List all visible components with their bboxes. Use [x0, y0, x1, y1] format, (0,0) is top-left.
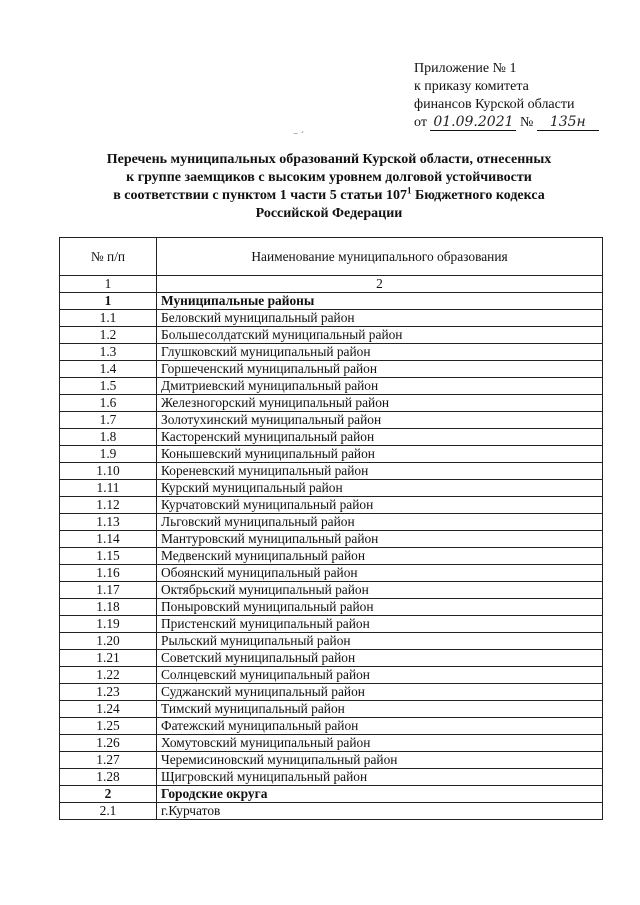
table-row [60, 446, 603, 463]
annex-date-number [414, 114, 614, 132]
row-number: 1.13 [60, 514, 157, 531]
row-number: 1.22 [60, 667, 157, 684]
section-row [60, 293, 603, 310]
table-row [60, 531, 603, 548]
title-line-3-post: Бюджетного кодекса [411, 188, 545, 203]
table-row [60, 616, 603, 633]
row-number: 1.28 [60, 769, 157, 786]
table-row [60, 480, 603, 497]
header-name: Наименование муниципального образования [157, 238, 603, 276]
row-number: 1.15 [60, 548, 157, 565]
municipality-name: Кореневский муниципальный район [157, 463, 603, 480]
municipality-name: Глушковский муниципальный район [157, 344, 603, 361]
row-number: 1.7 [60, 412, 157, 429]
table-row [60, 497, 603, 514]
row-number: 1.23 [60, 684, 157, 701]
table-row [60, 378, 603, 395]
municipality-name: Мантуровский муниципальный район [157, 531, 603, 548]
handwritten-number: 135н [537, 114, 599, 131]
table-row [60, 395, 603, 412]
municipality-name: Черемисиновский муниципальный район [157, 752, 603, 769]
table-row [60, 769, 603, 786]
row-number: 1.18 [60, 599, 157, 616]
row-number: 1.2 [60, 327, 157, 344]
municipality-name: Поныровский муниципальный район [157, 599, 603, 616]
table-row [60, 735, 603, 752]
municipality-name: Щигровский муниципальный район [157, 769, 603, 786]
table-row [60, 667, 603, 684]
row-number: 1.19 [60, 616, 157, 633]
table-row [60, 718, 603, 735]
column-number-1: 1 [60, 276, 157, 293]
table-row [60, 344, 603, 361]
annex-committee: финансов Курской области [414, 97, 575, 112]
municipality-name: Тимский муниципальный район [157, 701, 603, 718]
table-row [60, 565, 603, 582]
municipality-name: Октябрьский муниципальный район [157, 582, 603, 599]
row-number: 1.4 [60, 361, 157, 378]
municipality-name: Горшеченский муниципальный район [157, 361, 603, 378]
row-number: 1.25 [60, 718, 157, 735]
table-row [60, 650, 603, 667]
table-row [60, 310, 603, 327]
row-number: 1.24 [60, 701, 157, 718]
table-row [60, 548, 603, 565]
municipality-name: Большесолдатский муниципальный район [157, 327, 603, 344]
annex-title: Приложение № 1 [414, 61, 517, 76]
header-number: № п/п [60, 238, 157, 276]
row-number: 1.11 [60, 480, 157, 497]
title-line-3 [40, 187, 618, 205]
table-row [60, 701, 603, 718]
municipality-name: Курский муниципальный район [157, 480, 603, 497]
row-number: 1.14 [60, 531, 157, 548]
title-line-2: к группе заемщиков с высоким уровнем долговой устойчивости [126, 170, 532, 185]
section-number: 2 [60, 786, 157, 803]
annex-block [414, 60, 614, 132]
annex-order-ref: к приказу комитета [414, 79, 529, 94]
section-name: Городские округа [157, 786, 603, 803]
row-number: 1.20 [60, 633, 157, 650]
municipality-name: Дмитриевский муниципальный район [157, 378, 603, 395]
from-label: от [414, 115, 427, 130]
document-title [40, 151, 618, 223]
row-number: 1.17 [60, 582, 157, 599]
table-row [60, 412, 603, 429]
municipality-name: Советский муниципальный район [157, 650, 603, 667]
row-number: 1.3 [60, 344, 157, 361]
municipality-name: Обоянский муниципальный район [157, 565, 603, 582]
table-row [60, 429, 603, 446]
municipality-name: Хомутовский муниципальный район [157, 735, 603, 752]
municipality-name: Солнцевский муниципальный район [157, 667, 603, 684]
row-number: 1.6 [60, 395, 157, 412]
table-row [60, 514, 603, 531]
column-number-2: 2 [157, 276, 603, 293]
table-row [60, 752, 603, 769]
municipality-name: Рыльский муниципальный район [157, 633, 603, 650]
stray-mark: ⁻ ´ [293, 131, 305, 142]
row-number: 1.26 [60, 735, 157, 752]
row-number: 1.8 [60, 429, 157, 446]
municipality-name: г.Курчатов [157, 803, 603, 820]
title-line-4: Российской Федерации [255, 206, 403, 221]
row-number: 1.27 [60, 752, 157, 769]
section-row [60, 786, 603, 803]
municipality-name: Золотухинский муниципальный район [157, 412, 603, 429]
row-number: 1.5 [60, 378, 157, 395]
column-number-row [60, 276, 603, 293]
title-line-1: Перечень муниципальных образований Курской области, отнесенных [106, 152, 552, 167]
table-row [60, 463, 603, 480]
section-number: 1 [60, 293, 157, 310]
section-name: Муниципальные районы [157, 293, 603, 310]
table-row [60, 582, 603, 599]
municipality-name: Пристенский муниципальный район [157, 616, 603, 633]
municipality-name: Медвенский муниципальный район [157, 548, 603, 565]
title-superscript: 1 [407, 185, 412, 196]
row-number: 2.1 [60, 803, 157, 820]
row-number: 1.1 [60, 310, 157, 327]
municipality-name: Льговский муниципальный район [157, 514, 603, 531]
municipalities-table [59, 237, 603, 820]
table-header-row [60, 238, 603, 276]
municipality-name: Конышевский муниципальный район [157, 446, 603, 463]
row-number: 1.16 [60, 565, 157, 582]
municipality-name: Беловский муниципальный район [157, 310, 603, 327]
title-line-3-pre: в соответствии с пунктом 1 части 5 статьи 107 [113, 188, 407, 203]
table-row [60, 633, 603, 650]
table-row [60, 599, 603, 616]
table-row [60, 803, 603, 820]
municipality-name: Суджанский муниципальный район [157, 684, 603, 701]
municipality-name: Курчатовский муниципальный район [157, 497, 603, 514]
handwritten-date: 01.09.2021 [430, 114, 516, 131]
table-row [60, 327, 603, 344]
number-label: № [519, 115, 534, 130]
municipality-name: Касторенский муниципальный район [157, 429, 603, 446]
municipality-name: Фатежский муниципальный район [157, 718, 603, 735]
row-number: 1.21 [60, 650, 157, 667]
row-number: 1.12 [60, 497, 157, 514]
table-row [60, 361, 603, 378]
municipality-name: Железногорский муниципальный район [157, 395, 603, 412]
table-row [60, 684, 603, 701]
row-number: 1.10 [60, 463, 157, 480]
row-number: 1.9 [60, 446, 157, 463]
